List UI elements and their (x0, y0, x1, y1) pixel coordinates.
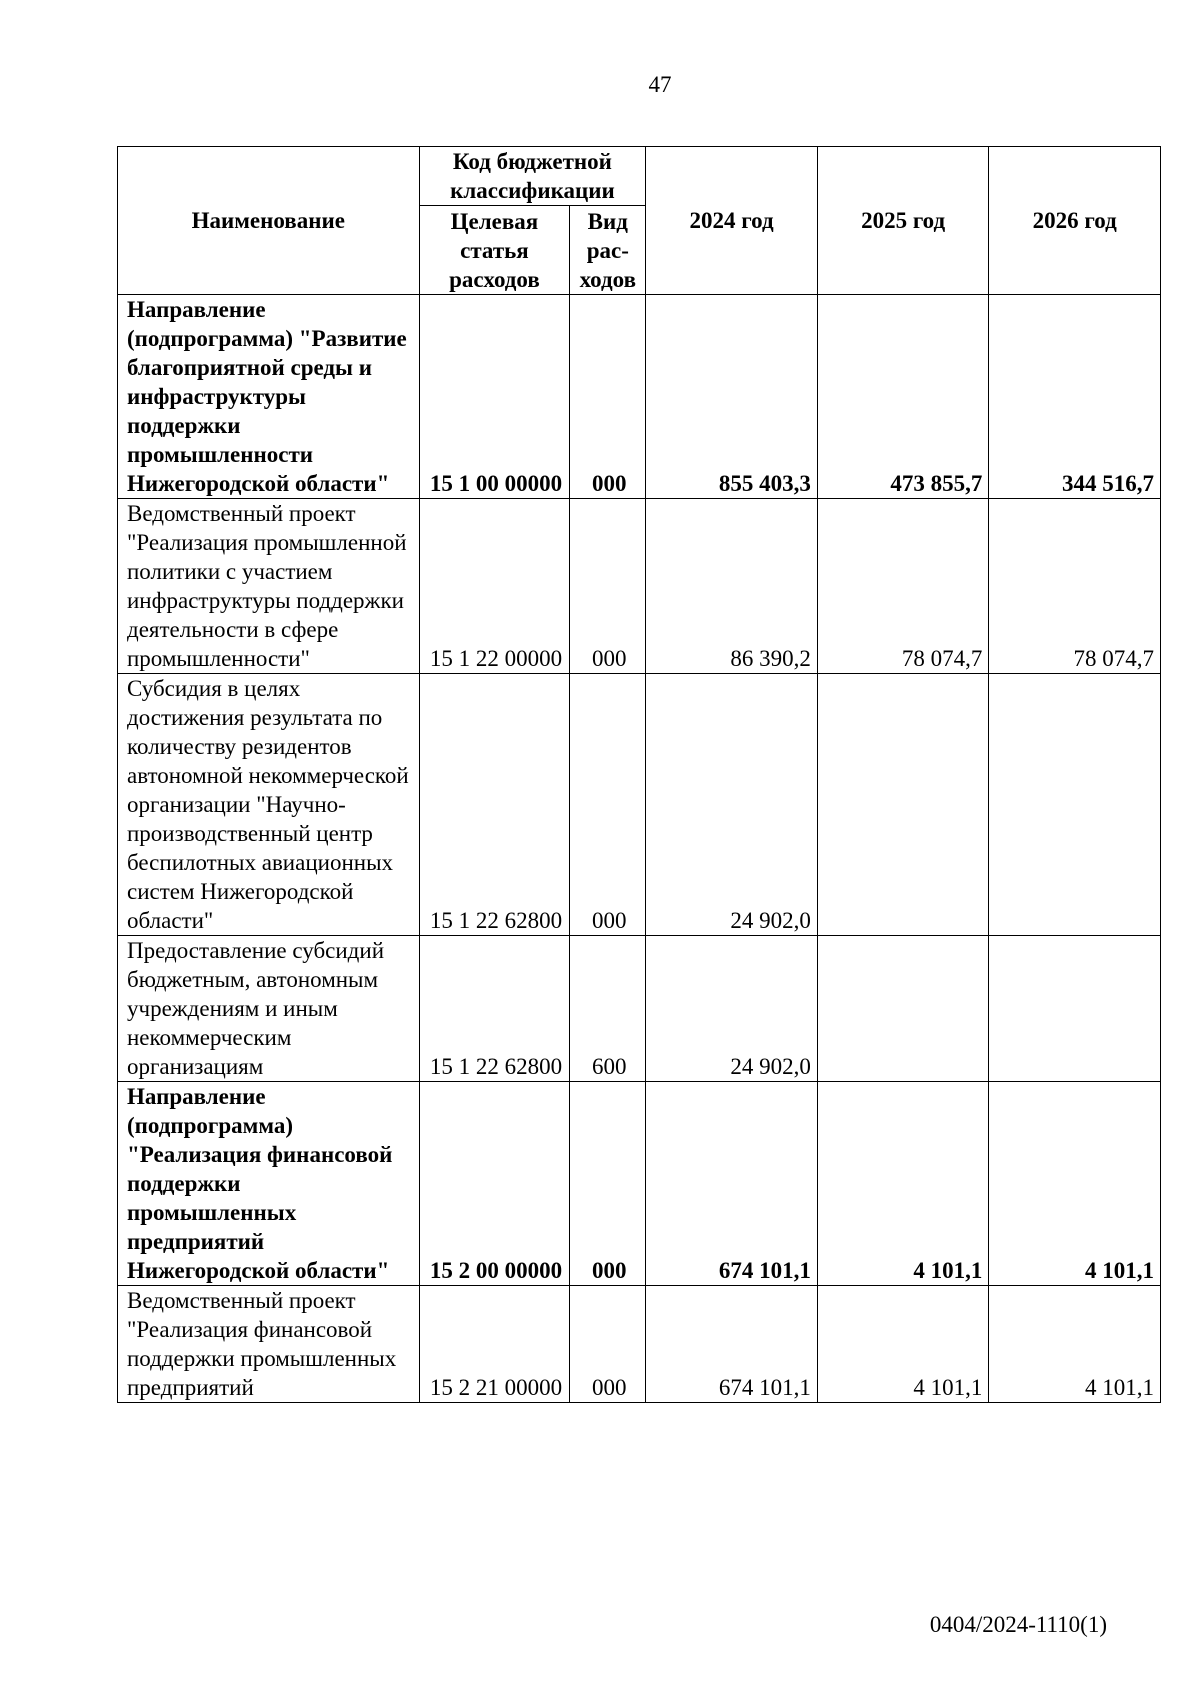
row-expense-type-cell: 600 (570, 936, 646, 1082)
row-expense-type-cell: 000 (570, 1286, 646, 1403)
row-target-code-cell: 15 1 22 62800 (419, 674, 570, 936)
row-target-code-cell: 15 1 22 62800 (419, 936, 570, 1082)
row-name-cell: Ведомственный проект "Реализация финансовой поддержки промышленных предприятий (118, 1286, 420, 1403)
row-2026-value-cell: 4 101,1 (989, 1286, 1161, 1403)
table-row (118, 499, 1161, 674)
row-target-code-cell: 15 1 22 00000 (419, 499, 570, 674)
header-row-1 (118, 147, 1161, 206)
budget-table (117, 146, 1161, 1403)
row-2024-value-cell: 86 390,2 (646, 499, 818, 674)
row-name-cell: Ведомственный проект "Реализация промышленной политики с участием инфраструктуры поддержки деятельности в сфере промышленности" (118, 499, 420, 674)
header-target-article: Целевая статья расходов (419, 206, 570, 295)
row-2025-value-cell: 4 101,1 (817, 1286, 989, 1403)
header-year-2024: 2024 год (646, 147, 818, 295)
row-2024-value-cell: 24 902,0 (646, 674, 818, 936)
row-target-code-cell: 15 2 00 00000 (419, 1082, 570, 1286)
row-target-code-cell: 15 1 00 00000 (419, 295, 570, 499)
table-row (118, 295, 1161, 499)
row-name-cell: Направление (подпрограмма) "Реализация финансовой поддержки промышленных предприятий Нижегородской области" (118, 1082, 420, 1286)
document-code: 0404/2024-1110(1) (929, 1612, 1107, 1637)
row-name-cell: Предоставление субсидий бюджетным, автономным учреждениям и иным некоммерческим организациям (118, 936, 420, 1082)
table-body (118, 295, 1161, 1403)
header-kbk-group: Код бюджетной классификации (419, 147, 646, 206)
row-2025-value-cell: 473 855,7 (817, 295, 989, 499)
row-2025-value-cell: 78 074,7 (817, 499, 989, 674)
row-expense-type-cell: 000 (570, 1082, 646, 1286)
row-2025-value-cell: 4 101,1 (817, 1082, 989, 1286)
row-expense-type-cell: 000 (570, 674, 646, 936)
table-row (118, 1082, 1161, 1286)
row-expense-type-cell: 000 (570, 295, 646, 499)
row-2025-value-cell (817, 674, 989, 936)
row-2024-value-cell: 674 101,1 (646, 1286, 818, 1403)
row-2026-value-cell (989, 674, 1161, 936)
header-expense-type: Вид рас-ходов (570, 206, 646, 295)
table-row (118, 674, 1161, 936)
row-2024-value-cell: 24 902,0 (646, 936, 818, 1082)
row-expense-type-cell: 000 (570, 499, 646, 674)
header-year-2026: 2026 год (989, 147, 1161, 295)
row-name-cell: Направление (подпрограмма) "Развитие благоприятной среды и инфраструктуры поддержки промышленности Нижегородской области" (118, 295, 420, 499)
row-2026-value-cell: 78 074,7 (989, 499, 1161, 674)
row-2024-value-cell: 855 403,3 (646, 295, 818, 499)
row-2026-value-cell (989, 936, 1161, 1082)
row-target-code-cell: 15 2 21 00000 (419, 1286, 570, 1403)
row-2026-value-cell: 344 516,7 (989, 295, 1161, 499)
row-2024-value-cell: 674 101,1 (646, 1082, 818, 1286)
table-row (118, 1286, 1161, 1403)
page-number-wrap (0, 72, 1200, 98)
row-name-cell: Субсидия в целях достижения результата по количеству резидентов автономной некоммерческой организации "Научно-производственный центр беспилотных авиационных систем Нижегородской области" (118, 674, 420, 936)
header-year-2025: 2025 год (817, 147, 989, 295)
row-2025-value-cell (817, 936, 989, 1082)
row-2026-value-cell: 4 101,1 (989, 1082, 1161, 1286)
page-number: 47 (648, 72, 672, 97)
table-row (118, 936, 1161, 1082)
header-name: Наименование (118, 147, 420, 295)
